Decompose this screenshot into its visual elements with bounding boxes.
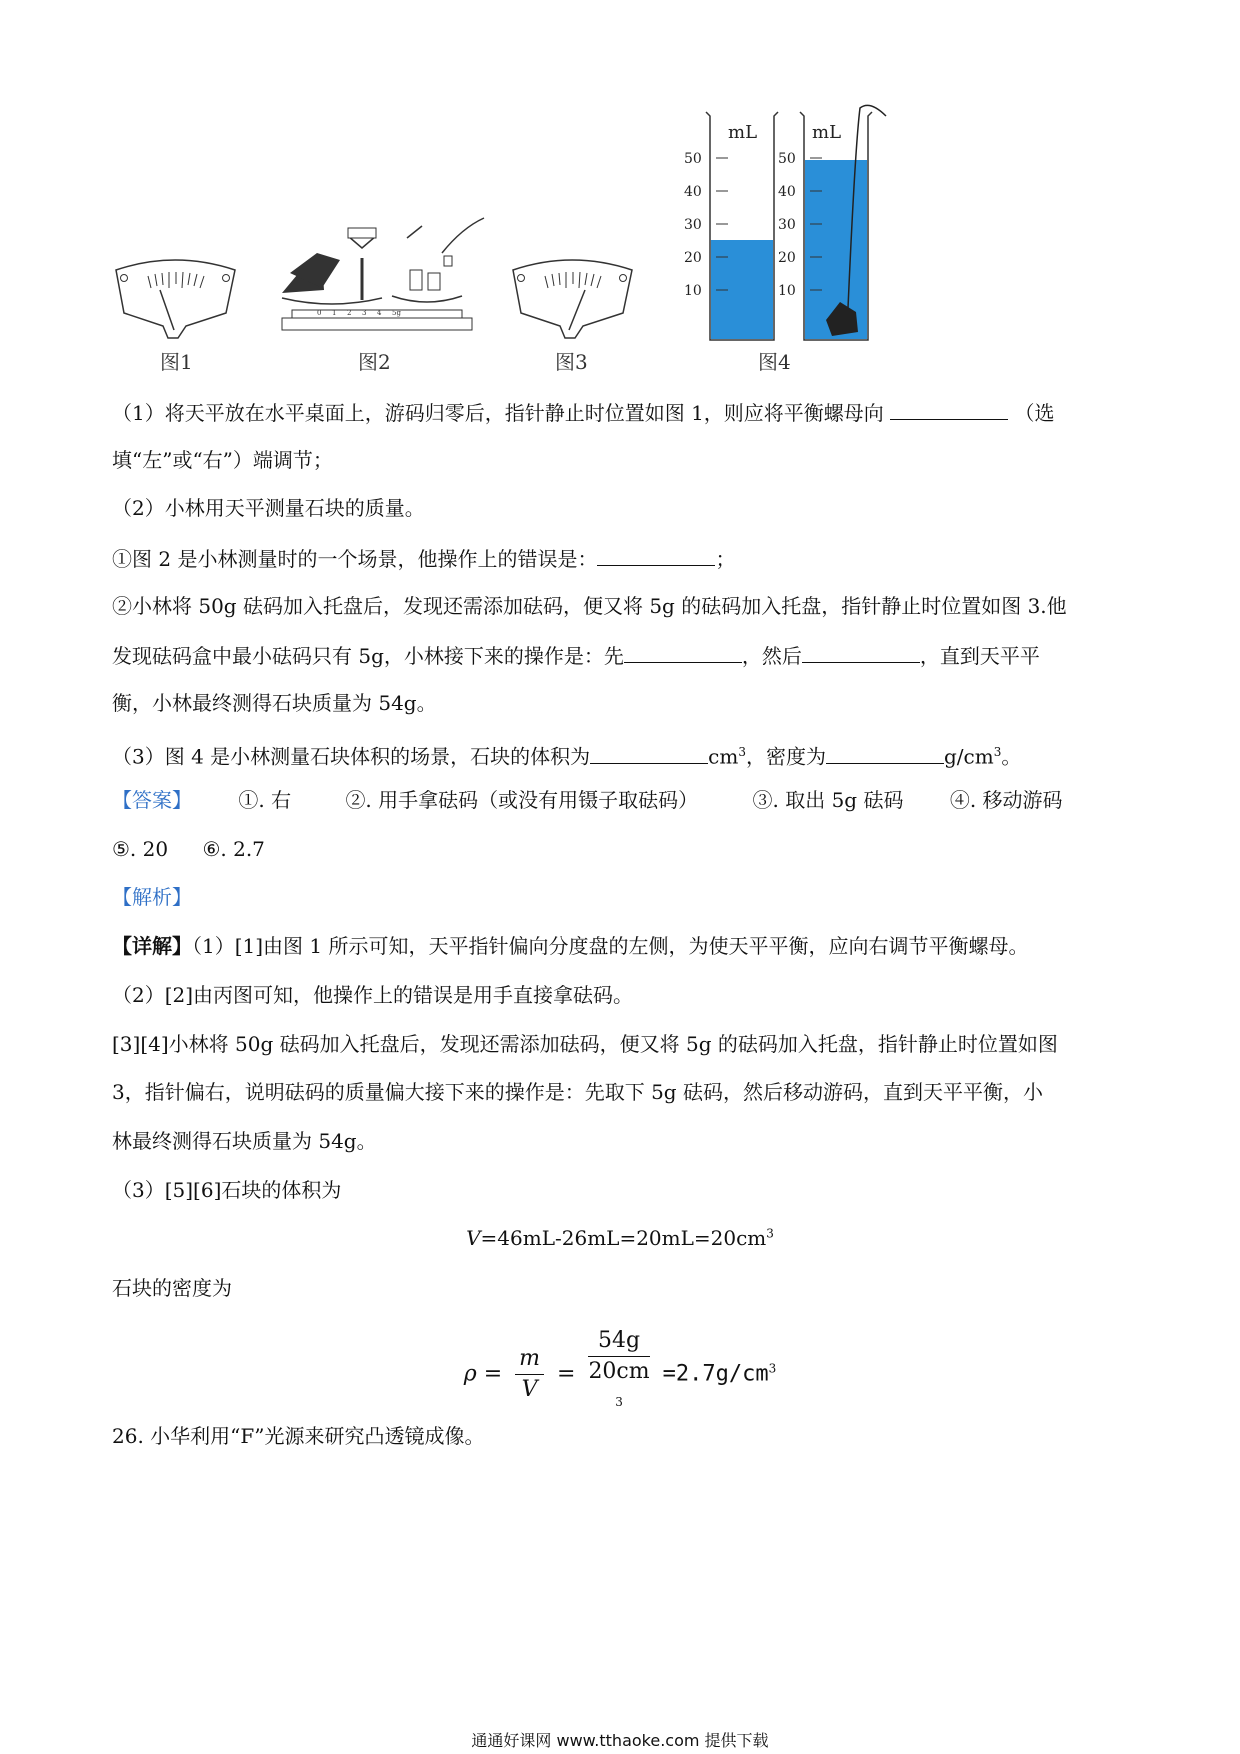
cylinder-1-tick-30: 30 bbox=[684, 217, 702, 233]
cylinder-1-tick-20: 20 bbox=[684, 250, 702, 266]
blank-5 bbox=[590, 741, 708, 764]
answer-line2 bbox=[112, 835, 265, 863]
q1-line2: 填“左”或“右”）端调节； bbox=[112, 448, 333, 472]
q2-title: （2）小林用天平测量石块的质量。 bbox=[112, 496, 425, 520]
blank-4 bbox=[802, 640, 920, 663]
blank-6 bbox=[826, 741, 944, 764]
blank-3 bbox=[624, 640, 742, 663]
answer-item-6: ⑥. 2.7 bbox=[202, 837, 265, 861]
q2-p1: ①图 2 是小林测量时的一个场景，他操作上的错误是： ； bbox=[112, 543, 735, 573]
figure-1-dial bbox=[108, 258, 243, 338]
figure-4-label: 图4 bbox=[758, 350, 791, 374]
detail-tag: 【详解】 bbox=[112, 934, 192, 958]
figure-3-label: 图3 bbox=[555, 350, 588, 374]
balance-scale-1: 1 bbox=[332, 309, 337, 317]
balance-scale-2: 2 bbox=[347, 309, 352, 317]
answer-item-2: ②. 用手拿砝码（或没有用镊子取砝码） bbox=[345, 788, 699, 812]
cylinder-2-tick-50: 50 bbox=[778, 151, 796, 167]
cylinder-1-unit: mL bbox=[728, 122, 758, 143]
balance-scale-5g: 5g bbox=[392, 309, 401, 317]
cylinder-1-tick-50: 50 bbox=[684, 151, 702, 167]
equation-density: ρ = $\frac{m}{V}$ = 54g 20cm $^3$ $=2.7g/cm^3$ bbox=[463, 1328, 777, 1409]
analysis-l1: 【详解】（1）[1]由图 1 所示可知，天平指针偏向分度盘的左侧，为使天平平衡，应向右调节平衡螺母。 bbox=[112, 934, 1029, 958]
cylinder-1-tick-10: 10 bbox=[684, 283, 702, 299]
answer-line1 bbox=[112, 786, 1063, 814]
cylinder-1-tick-40: 40 bbox=[684, 184, 702, 200]
q2-p2-line2: 发现砝码盒中最小砝码只有 5g，小林接下来的操作是：先 ，然后 ，直到天平平 bbox=[112, 640, 1040, 670]
q1-line1: （1）将天平放在水平桌面上，游码归零后，指针静止时位置如图 1，则应将平衡螺母向 （选 bbox=[112, 397, 1055, 427]
footer: 通通好课网 www.tthaoke.com 提供下载 bbox=[471, 1731, 769, 1750]
answer-item-1: ①. 右 bbox=[238, 788, 292, 812]
analysis-tag: 【解析】 bbox=[112, 885, 192, 909]
balance-scale-3: 3 bbox=[362, 309, 367, 317]
figure-2-label: 图2 bbox=[358, 350, 391, 374]
answer-item-5: ⑤. 20 bbox=[112, 837, 169, 861]
answer-item-4: ④. 移动游码 bbox=[949, 788, 1063, 812]
analysis-l4: 3，指针偏右，说明砝码的质量偏大接下来的操作是：先取下 5g 砝码，然后移动游码，直到天平平衡，小 bbox=[112, 1080, 1043, 1104]
blank-2 bbox=[597, 543, 715, 566]
analysis-l7: 石块的密度为 bbox=[112, 1276, 232, 1300]
figure-2-balance bbox=[262, 218, 492, 338]
q3-line: （3）图 4 是小林测量石块体积的场景，石块的体积为 $cm^3$，密度为 $g/cm^3$。 bbox=[112, 738, 1021, 771]
q2-p2-line1: ②小林将 50g 砝码加入托盘后，发现还需添加砝码，便又将 5g 的砝码加入托盘，指针静止时位置如图 3.他 bbox=[112, 594, 1067, 618]
equation-volume: $V=46mL-26mL=20mL=20cm^3$ bbox=[466, 1226, 774, 1250]
analysis-l3: [3][4]小林将 50g 砝码加入托盘后，发现还需添加砝码，便又将 5g 的砝码加入托盘，指针静止时位置如图 bbox=[112, 1032, 1058, 1056]
analysis-l2: （2）[2]由丙图可知，他操作上的错误是用手直接拿砝码。 bbox=[112, 983, 634, 1007]
blank-1 bbox=[890, 397, 1008, 420]
cylinder-2-unit: mL bbox=[812, 122, 842, 143]
cylinder-2-tick-10: 10 bbox=[778, 283, 796, 299]
figure-1-label: 图1 bbox=[160, 350, 193, 374]
cylinder-2-tick-30: 30 bbox=[778, 217, 796, 233]
question-26: 26. 小华利用“F”光源来研究凸透镜成像。 bbox=[112, 1424, 485, 1448]
analysis-l5: 林最终测得石块质量为 54g。 bbox=[112, 1129, 377, 1153]
figure-4-cylinders bbox=[684, 108, 910, 348]
answer-item-3: ③. 取出 5g 砝码 bbox=[752, 788, 904, 812]
cylinder-2-tick-20: 20 bbox=[778, 250, 796, 266]
figure-3-dial bbox=[505, 258, 640, 338]
balance-scale-0: 0 bbox=[317, 309, 322, 317]
analysis-l6: （3）[5][6]石块的体积为 bbox=[112, 1178, 342, 1202]
q2-p2-line3: 衡，小林最终测得石块质量为 54g。 bbox=[112, 691, 437, 715]
answer-tag: 【答案】 bbox=[112, 788, 192, 812]
balance-scale-4: 4 bbox=[377, 309, 382, 317]
cylinder-2-tick-40: 40 bbox=[778, 184, 796, 200]
